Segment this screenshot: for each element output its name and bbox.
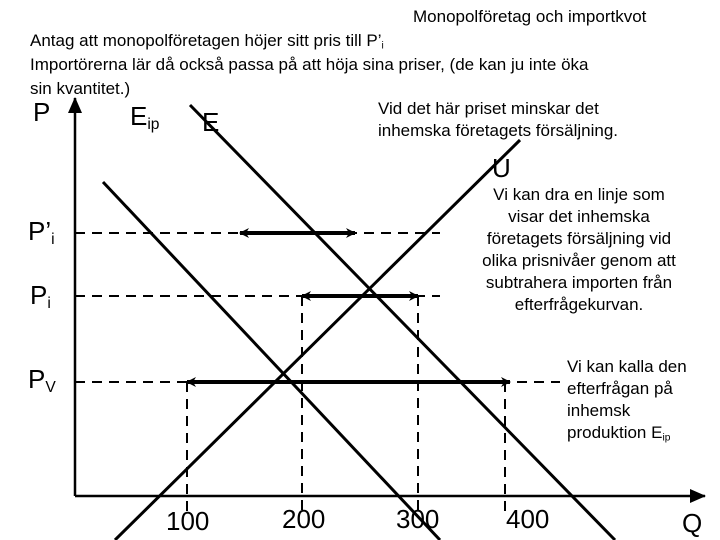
- p-prime-label-sub: i: [51, 230, 55, 248]
- header-line-1-main: Antag att monopolföretagen höjer sitt pris till P’: [30, 31, 382, 50]
- p-prime-label: [28, 218, 55, 247]
- pi-label-main: P: [30, 280, 48, 310]
- x-tick-400: 400: [506, 504, 550, 534]
- note-bottom: [567, 356, 687, 450]
- note-bottom-line: efterfrågan på: [567, 379, 673, 398]
- header-line-3: sin kvantitet.): [30, 79, 131, 98]
- note-bottom-last-main: produktion E: [567, 423, 663, 442]
- x-axis-label: Q: [682, 508, 703, 538]
- pv-label-main: P: [28, 364, 46, 394]
- header-line-2: Importörerna lär då också passa på att höja sina priser, (de kan ju inte öka: [30, 55, 589, 74]
- note-top-line-2: inhemska företagets försäljning.: [378, 121, 619, 140]
- note-bottom-last-sub: ip: [662, 432, 671, 444]
- header-line-1-sub: i: [381, 40, 384, 52]
- note-bottom-line: Vi kan kalla den: [567, 357, 687, 376]
- note-middle-line: visar det inhemska: [508, 207, 650, 226]
- p-prime-label-main: P’: [28, 216, 52, 246]
- note-middle-line: företagets försäljning vid: [486, 229, 672, 248]
- note-middle-line: Vi kan dra en linje som: [493, 185, 665, 204]
- note-bottom-line: inhemsk: [567, 401, 631, 420]
- x-tick-100: 100: [166, 506, 210, 536]
- note-middle-line: olika prisnivåer genom att: [482, 251, 676, 270]
- demand-curve-e: [190, 105, 615, 540]
- eip-label-sub: ip: [147, 115, 160, 133]
- y-axis-label: P: [33, 97, 51, 127]
- note-bottom-line: [567, 422, 687, 450]
- note-middle: [454, 184, 704, 316]
- pi-label: [30, 282, 51, 311]
- note-middle-line: subtrahera importen från: [485, 273, 673, 292]
- eip-curve: [103, 182, 440, 540]
- eip-label-main: E: [130, 101, 148, 131]
- note-top-line-1: Vid det här priset minskar det: [378, 99, 599, 118]
- eip-label: [130, 103, 159, 132]
- x-tick-200: 200: [282, 504, 326, 534]
- u-label: U: [492, 153, 511, 183]
- e-label: E: [202, 107, 220, 137]
- note-middle-line: efterfrågekurvan.: [514, 295, 644, 314]
- pi-label-sub: i: [47, 294, 51, 312]
- pv-label: [28, 366, 56, 395]
- x-tick-300: 300: [396, 504, 440, 534]
- pv-label-sub: V: [45, 378, 56, 396]
- note-top: [378, 98, 618, 142]
- diagram-title: Monopolföretag och importkvot: [413, 7, 647, 26]
